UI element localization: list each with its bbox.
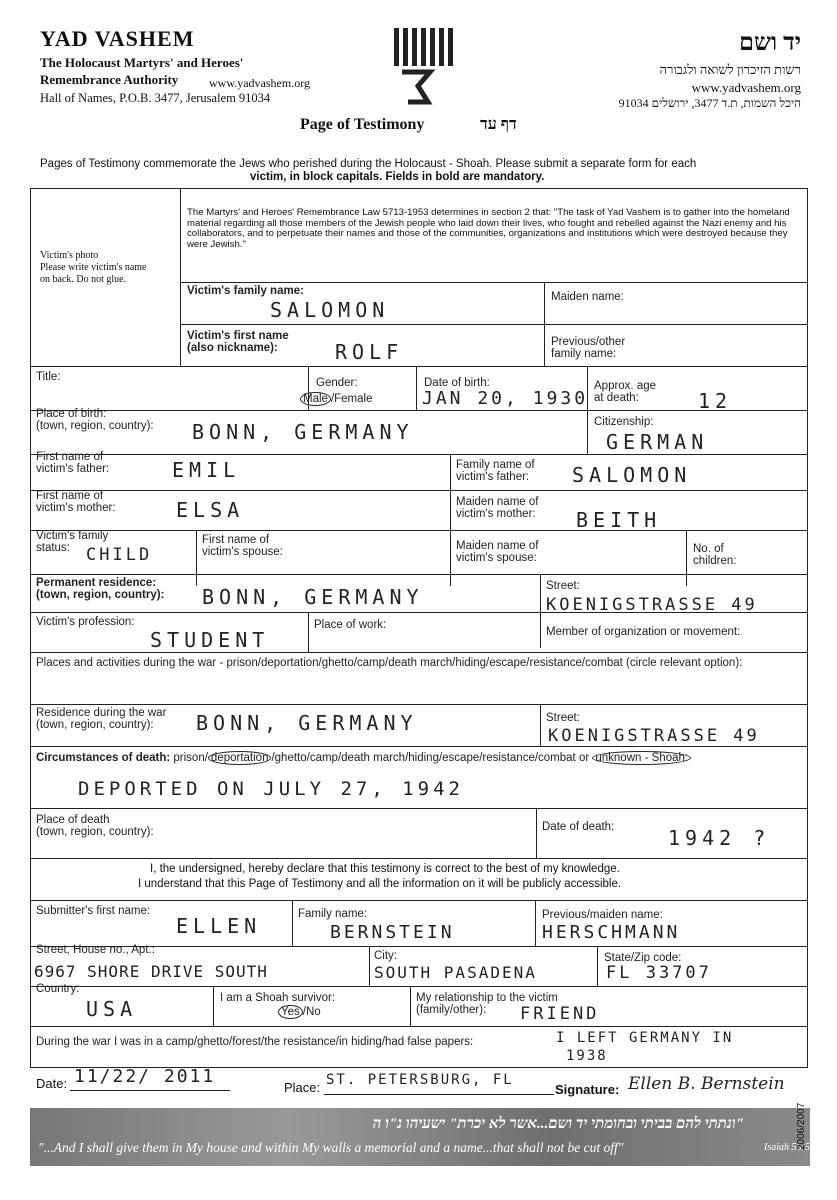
mother-first-label: First name of victim's mother: (36, 490, 116, 514)
submitter-first-label: Submitter's first name: (36, 905, 151, 917)
sub-street-value[interactable]: 6967 SHORE DRIVE SOUTH (34, 962, 268, 981)
submitter-first-value[interactable]: ELLEN (176, 914, 262, 938)
prev-name-label: Previous/other family name: (551, 336, 626, 360)
mother-first-value[interactable]: ELSA (176, 498, 245, 522)
survivor-yes-selected[interactable]: Yes (278, 1005, 303, 1019)
org-website[interactable]: www.yadvashem.org (209, 76, 310, 90)
sub-city-value[interactable]: SOUTH PASADENA (374, 963, 537, 982)
survivor-no[interactable]: /No (302, 1006, 321, 1018)
circumstances-label (36, 752, 691, 764)
place-value[interactable]: ST. PETERSBURG, FL (326, 1072, 514, 1088)
sub-street-label: Street, House no., Apt.: (36, 944, 155, 956)
mother-maiden-label: Maiden name of victim's mother: (456, 496, 539, 520)
footer-english: "...And I shall give them in My house and within My walls a memorial and a name...that shall not be cut off" (38, 1140, 624, 1155)
sub-country-label: Country: (36, 983, 80, 995)
res-war-label: Residence during the war (town, region, country): (36, 707, 167, 731)
place-death-label: Place of death (town, region, country): (36, 814, 154, 838)
first-name-value[interactable]: ROLF (335, 340, 404, 364)
street-value[interactable]: KOENIGSTRASSE 49 (546, 595, 758, 615)
children-label: No. of children: (693, 543, 737, 567)
profession-value[interactable]: STUDENT (150, 628, 270, 652)
dob-label: Date of birth: (424, 377, 490, 389)
intro-line1: Pages of Testimony commemorate the Jews who perished during the Holocaust - Shoah. Please submit a separate form for each (40, 158, 697, 170)
profession-label: Victim's profession: (36, 616, 135, 628)
street-war-label: Street: (546, 712, 580, 724)
photo-label: Victim's photo Please write victim's name on back. Do not glue. (40, 250, 147, 285)
sub-prev-label: Previous/maiden name: (542, 909, 663, 921)
gender-female[interactable]: /Female (330, 393, 373, 405)
he-website[interactable]: www.yadvashem.org (691, 80, 801, 95)
pob-label: Place of birth: (town, region, country): (36, 408, 154, 432)
gender-male-selected[interactable]: Male (300, 392, 331, 406)
relationship-value[interactable]: FRIEND (520, 1004, 600, 1024)
father-family-label: Family name of victim's father: (456, 459, 535, 483)
declaration-line1: I, the undersigned, hereby declare that this testimony is correct to the best of my knowledge. (150, 863, 620, 875)
intro-line2: victim, in block capitals. Fields in bold are mandatory. (250, 171, 545, 183)
he-line1: רשות הזיכרון לשואה ולגבורה (659, 62, 801, 77)
citizenship-value[interactable]: GERMAN (606, 430, 709, 454)
side-code: 2006/2007 (796, 1102, 807, 1150)
sub-family-label: Family name: (298, 908, 368, 920)
declaration-line2: I understand that this Page of Testimony and all the information on it will be publicly accessible. (138, 878, 622, 890)
pob-value[interactable]: BONN, GERMANY (192, 420, 414, 444)
street-label: Street: (546, 580, 580, 592)
sub-family-value[interactable]: BERNSTEIN (330, 922, 455, 943)
sub-prev-value[interactable]: HERSCHMANN (542, 922, 681, 943)
date-value[interactable]: 11/22/ 2011 (74, 1066, 216, 1087)
gender-label: Gender: (316, 377, 358, 389)
form-title-he: דף עד (480, 116, 517, 133)
mother-maiden-value[interactable]: BEITH (576, 508, 662, 532)
spouse-maiden-label: Maiden name of victim's spouse: (456, 540, 539, 564)
signature-label: Signature: (555, 1082, 620, 1097)
age-label: Approx. age at death: (594, 380, 657, 404)
circumstances-value[interactable]: DEPORTED ON JULY 27, 1942 (78, 778, 464, 800)
circ-b: /ghetto/camp/death march/hiding/escape/resistance/combat or (271, 752, 593, 764)
during-war-value-2[interactable]: 1938 (566, 1048, 608, 1064)
date-label: Date: (36, 1076, 68, 1091)
sub-state-label: State/Zip code: (604, 952, 682, 964)
father-first-value[interactable]: EMIL (172, 458, 241, 482)
perm-res-value[interactable]: BONN, GERMANY (202, 585, 424, 609)
org-name: YAD VASHEM (40, 26, 195, 51)
father-first-label: First name of victim's father: (36, 451, 110, 475)
maiden-name-label: Maiden name: (551, 291, 624, 303)
member-org-label: Member of organization or movement: (546, 626, 741, 638)
places-war-label: Places and activities during the war - prison/deportation/ghetto/camp/death march/hiding/escape/resistance/combat (circle relevant option): (36, 657, 743, 669)
circ-unknown-selected[interactable]: unknown - Shoah: (592, 751, 691, 765)
spouse-first-label: First name of victim's spouse: (202, 534, 283, 558)
footer-hebrew: "ונתתי להם בביתי ובחומתי יד ושם...אשר לא יכרת" ישעיהו נ"ו ה (372, 1116, 744, 1132)
family-name-value[interactable]: SALOMON (270, 298, 390, 322)
footer-banner (30, 1108, 810, 1166)
place-label: Place: (284, 1080, 321, 1095)
relationship-label: My relationship to the victim (family/other): (416, 992, 558, 1016)
signature-value[interactable]: Ellen B. Bernstein (628, 1074, 785, 1094)
form-title: Page of Testimony (300, 116, 425, 133)
survivor-options[interactable] (278, 1006, 321, 1018)
father-family-value[interactable]: SALOMON (572, 463, 692, 487)
sub-country-value[interactable]: USA (86, 997, 138, 1021)
sub-city-label: City: (374, 950, 397, 962)
he-address: היכל השמות, ת.ד 3477, ירושלים 91034 (618, 96, 801, 110)
family-status-value[interactable]: CHILD (86, 545, 153, 565)
perm-res-label: Permanent residence: (town, region, country): (36, 577, 165, 601)
gender-options[interactable] (300, 393, 372, 405)
date-death-value[interactable]: 1942 ? (668, 826, 771, 850)
org-line1: The Holocaust Martyrs' and Heroes' (40, 55, 244, 70)
age-value[interactable]: 12 (698, 389, 733, 413)
circ-prefix: Circumstances of death: (36, 752, 171, 764)
law-text: The Martyrs' and Heroes' Remembrance Law 5713-1953 determines in section 2 that: "The task of Yad Vashem is to gather into the homeland material regarding all those members of the Jewish people who laid down their lives, who fought and rebelled against the Nazi enemy and his collaborators, and to perpetuate their names and those of the communities, organizations and institutions which were destroyed because they were Jewish." (187, 207, 790, 250)
workplace-label: Place of work: (314, 619, 387, 631)
date-death-label: Date of death: (542, 821, 615, 833)
org-line2: Remembrance Authority (40, 72, 179, 87)
circ-deportation-selected[interactable]: deportation (208, 751, 272, 765)
family-name-label: Victim's family name: (187, 285, 304, 297)
res-war-value[interactable]: BONN, GERMANY (196, 711, 418, 735)
survivor-label: I am a Shoah survivor: (220, 992, 336, 1004)
street-war-value[interactable]: KOENIGSTRASSE 49 (548, 726, 760, 746)
citizenship-label: Citizenship: (594, 416, 654, 428)
menorah-logo (390, 24, 460, 106)
during-war-label: During the war I was in a camp/ghetto/forest/the resistance/in hiding/had false papers: (36, 1036, 474, 1048)
dob-value[interactable]: JAN 20, 1930 (422, 388, 589, 409)
sub-state-value[interactable]: FL 33707 (606, 963, 712, 983)
footer-reference: Isaiah 56:5 (764, 1142, 810, 1153)
title-label: Title: (36, 371, 61, 383)
during-war-value-1[interactable]: I LEFT GERMANY IN (556, 1030, 734, 1046)
he-title: יד ושם (739, 30, 801, 56)
first-name-label: Victim's first name (also nickname): (187, 330, 289, 354)
family-status-label: Victim's family status: (36, 530, 109, 554)
circ-a: prison/ (170, 752, 208, 764)
org-address: Hall of Names, P.O.B. 3477, Jerusalem 91034 (40, 91, 271, 105)
